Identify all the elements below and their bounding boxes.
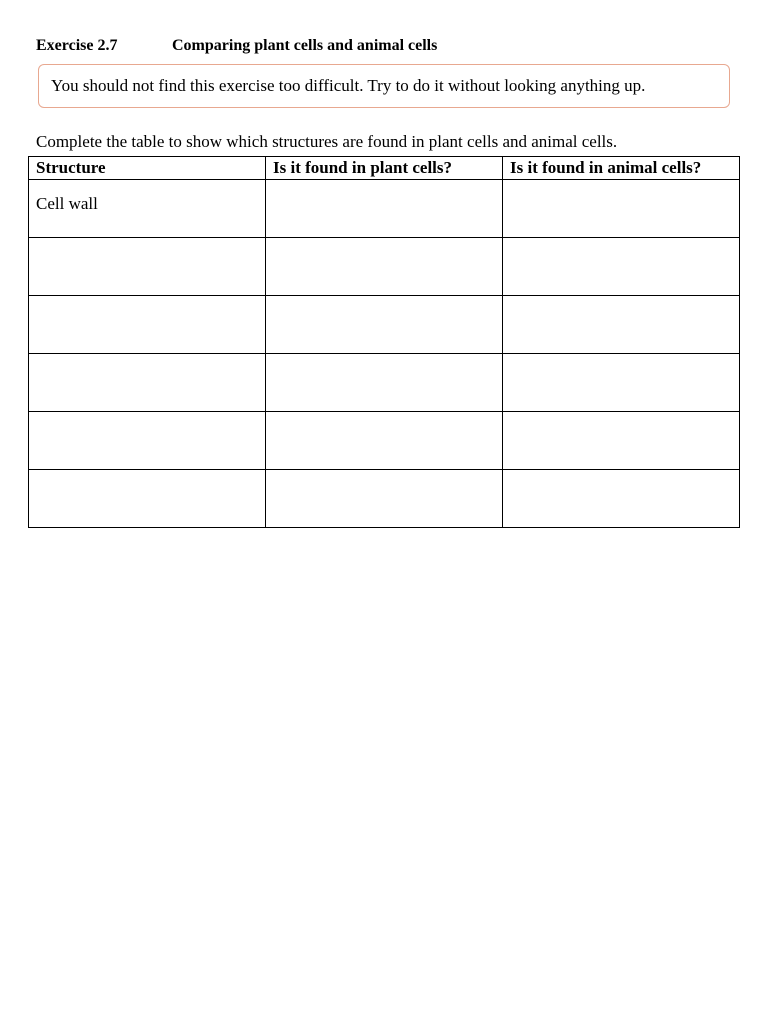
cell-text — [273, 412, 502, 426]
cell-text — [510, 412, 739, 426]
note-box — [38, 64, 730, 108]
table-row — [29, 354, 740, 412]
cell-text — [36, 354, 265, 368]
animal-cell-answer[interactable] — [503, 180, 740, 238]
structure-cell[interactable] — [29, 180, 266, 238]
instruction-text: Complete the table to show which structures are found in plant cells and animal cells. — [36, 132, 618, 151]
cell-text — [36, 470, 265, 484]
structure-table — [28, 156, 740, 528]
plant-cell-answer[interactable] — [266, 354, 503, 412]
animal-cell-answer[interactable] — [503, 238, 740, 296]
cell-text — [273, 354, 502, 368]
table-header-row — [29, 157, 740, 180]
table-row — [29, 412, 740, 470]
cell-text — [510, 296, 739, 310]
exercise-heading — [36, 37, 437, 55]
header-plant-cells: Is it found in plant cells? — [266, 157, 503, 180]
structure-cell[interactable] — [29, 238, 266, 296]
table-row — [29, 180, 740, 238]
animal-cell-answer[interactable] — [503, 296, 740, 354]
header-animal-cells: Is it found in animal cells? — [503, 157, 740, 180]
structure-cell[interactable] — [29, 354, 266, 412]
plant-cell-answer[interactable] — [266, 180, 503, 238]
table-row — [29, 238, 740, 296]
plant-cell-answer[interactable] — [266, 238, 503, 296]
animal-cell-answer[interactable] — [503, 470, 740, 528]
plant-cell-answer[interactable] — [266, 412, 503, 470]
cell-text: Cell wall — [36, 194, 98, 213]
structure-cell[interactable] — [29, 470, 266, 528]
structure-cell[interactable] — [29, 296, 266, 354]
animal-cell-answer[interactable] — [503, 354, 740, 412]
cell-text — [273, 238, 502, 252]
cell-text — [36, 238, 265, 252]
structure-cell[interactable] — [29, 412, 266, 470]
table-row — [29, 296, 740, 354]
cell-text — [510, 238, 739, 252]
header-structure: Structure — [29, 157, 266, 180]
note-text: You should not find this exercise too difficult. Try to do it without looking anything up. — [51, 76, 646, 95]
cell-text — [510, 354, 739, 368]
plant-cell-answer[interactable] — [266, 296, 503, 354]
cell-text — [510, 470, 739, 484]
animal-cell-answer[interactable] — [503, 412, 740, 470]
cell-text — [273, 296, 502, 310]
table-row — [29, 470, 740, 528]
exercise-number: Exercise 2.7 — [36, 37, 118, 54]
cell-text — [36, 296, 265, 310]
plant-cell-answer[interactable] — [266, 470, 503, 528]
cell-text — [510, 180, 739, 194]
cell-text — [273, 470, 502, 484]
cell-text — [36, 412, 265, 426]
cell-text — [273, 180, 502, 194]
exercise-title: Comparing plant cells and animal cells — [172, 37, 438, 54]
